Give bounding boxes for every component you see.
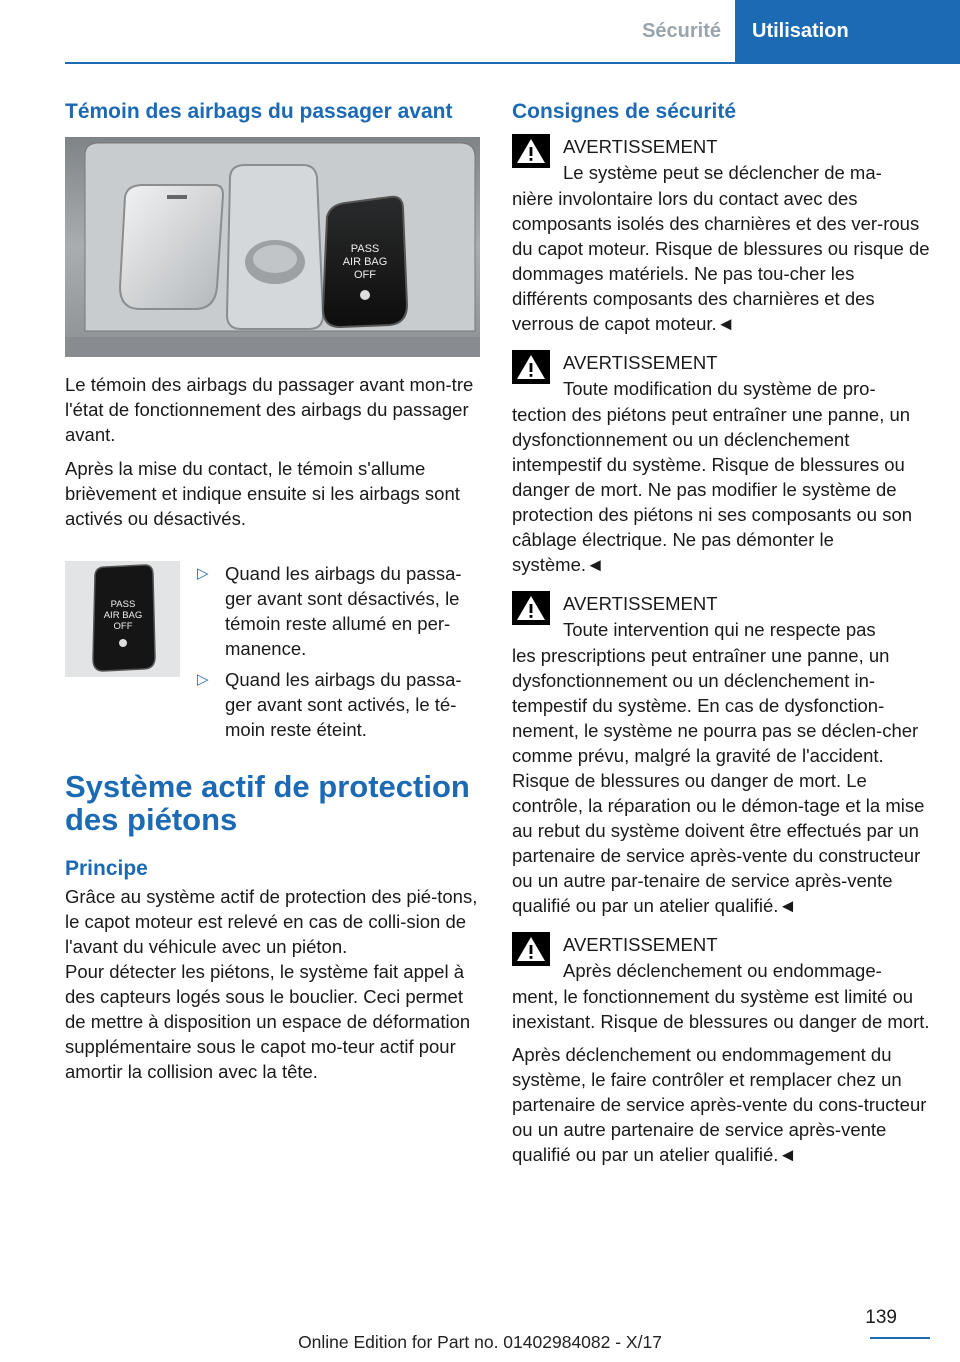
warning-text: ment, le fonctionnement du système est limité ou inexistant. Risque de blessures ou danger de mort. <box>512 986 930 1032</box>
warning-text: tection des piétons peut entraîner une panne, un dysfonctionnement ou un déclenchement intempestif du système. Risque de blessures ou danger de mort. Ne pas modifier le système de protection des piétons ni ses composants ou son câblage électrique. Ne pas démonter le système.◄ <box>512 404 913 575</box>
warning-text: les prescriptions peut entraîner une panne, un dysfonctionnement ou un déclenchement in-tempestif du système. En cas de dysfonction-nement, le système ne pourra pas se déclen-cher comme prévu, malgré la gravité de l'accident. Risque de blessures ou danger de mort. Le contrôle, la réparation ou le démon-tage et la mise au rebut du système doivent être effectués par un partenaire de service après-vente du constructeur ou un autre par-tenaire de service après-vente qualifié ou par un atelier qualifié.◄ <box>512 645 925 916</box>
paragraph-airbag-indicator-startup: Après la mise du contact, le témoin s'allume brièvement et indique ensuite si les airbags sont activés ou désactivés. <box>65 458 460 529</box>
subheading-principe: Principe <box>65 857 148 880</box>
photo-label-line3: OFF <box>354 269 376 281</box>
warning-triangle-icon <box>512 591 550 625</box>
indicator-state-list <box>197 561 480 748</box>
warning-block <box>512 134 930 336</box>
warning-first-line: Toute intervention qui ne respecte pas <box>563 619 876 640</box>
warning-triangle-icon <box>512 134 550 168</box>
warning-block <box>512 591 930 918</box>
warning-title: AVERTISSEMENT <box>563 136 718 157</box>
thumb-label-line1: PASS <box>110 599 136 610</box>
warning-first-line: Le système peut se déclencher de ma- <box>563 162 882 183</box>
section-title-pedestrian-protection: Système actif de protection des piétons <box>65 769 470 837</box>
list-item <box>197 667 480 742</box>
heading-safety-instructions: Consignes de sécurité <box>512 100 737 123</box>
paragraph-principle: Grâce au système actif de protection des pié-tons, le capot moteur est relevé en cas de colli-sion de l'avant du véhicule avec un piéton. <box>65 886 478 957</box>
paragraph-sensors: Pour détecter les piétons, le système fait appel à des capteurs logés sous le bouclier. Ceci permet de mettre à disposition un espace de déformation supplémentaire sous le capot mo-teur actif pour amortir la collision avec la tête. <box>65 961 471 1082</box>
warning-title: AVERTISSEMENT <box>563 934 718 955</box>
photo-label-line2: AIR BAG <box>342 256 388 268</box>
photo-label-line1: PASS <box>350 243 380 255</box>
left-column <box>65 100 480 1093</box>
warning-triangle-icon <box>512 350 550 384</box>
heading-airbag-indicator: Témoin des airbags du passager avant <box>65 100 453 123</box>
warning-title: AVERTISSEMENT <box>563 352 718 373</box>
warning-title: AVERTISSEMENT <box>563 593 718 614</box>
list-item-text: Quand les airbags du passa-ger avant sont activés, le té-moin reste éteint. <box>225 669 462 740</box>
paragraph-after-deployment: Après déclenchement ou endommagement du système, le faire contrôler et remplacer chez un partenaire de service après-vente du cons-tructeur ou un autre partenaire de service après-vente qualifié ou par un atelier qualifié.◄ <box>512 1044 927 1165</box>
warning-first-line: Toute modification du système de pro- <box>563 378 876 399</box>
thumb-label-line3: OFF <box>113 621 133 632</box>
airbag-switch-photo <box>65 137 480 357</box>
airbag-off-button-thumbnail <box>65 561 180 677</box>
list-item <box>197 561 480 661</box>
paragraph-airbag-indicator-function: Le témoin des airbags du passager avant mon-tre l'état de fonctionnement des airbags du passager avant. <box>65 374 474 445</box>
page-number: 139 <box>865 1307 897 1328</box>
tab-utilisation[interactable]: Utilisation <box>735 0 960 62</box>
right-column <box>512 100 930 1176</box>
tab-securite[interactable]: Sécurité <box>642 20 721 42</box>
warning-triangle-icon <box>512 932 550 966</box>
warning-block <box>512 932 930 1034</box>
indicator-state-list-block <box>65 561 480 751</box>
header-bar <box>65 0 960 64</box>
warning-first-line: Après déclenchement ou endommage- <box>563 960 882 981</box>
warning-block <box>512 350 930 577</box>
triangle-bullet-icon: ▷ <box>197 565 209 582</box>
thumb-label-line2: AIR BAG <box>103 610 143 621</box>
edition-footer: Online Edition for Part no. 01402984082 - X/17 <box>298 1332 662 1352</box>
triangle-bullet-icon: ▷ <box>197 671 209 688</box>
list-item-text: Quand les airbags du passa-ger avant sont désactivés, le témoin reste allumé en per-manence. <box>225 563 462 659</box>
warning-text: nière involontaire lors du contact avec des composants isolés des charnières et des ver-rous du capot moteur. Risque de blessures ou risque de dommages matériels. Ne pas tou-cher les différents composants des charnières et des verrous de capot moteur.◄ <box>512 188 930 334</box>
